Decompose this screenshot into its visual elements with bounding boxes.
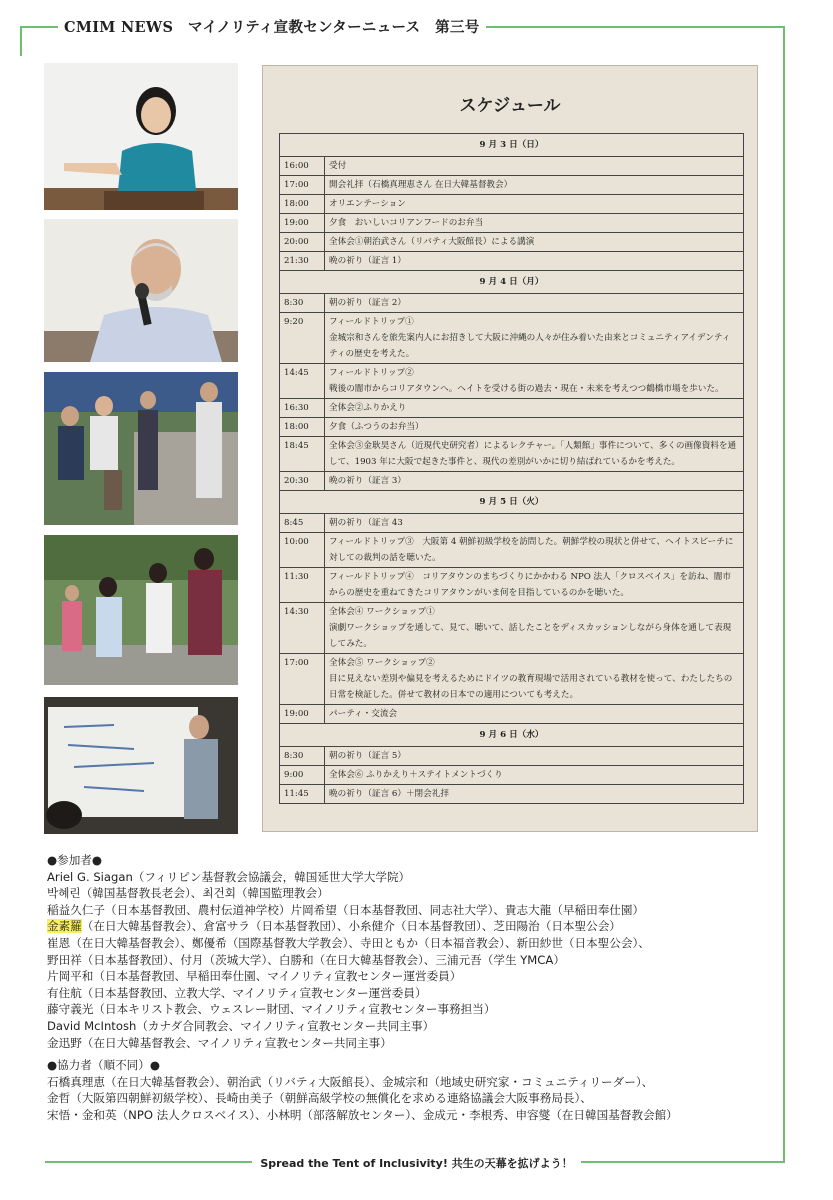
frame-left-line — [20, 26, 22, 56]
schedule-row — [280, 568, 744, 603]
participant-line: 藤守義光（日本キリスト教会、ウェスレー財団、マイノリティ宣教センター事務担当） — [47, 1002, 496, 1017]
schedule-time: 9:00 — [280, 766, 325, 785]
schedule-time: 11:45 — [280, 785, 325, 804]
schedule-activity: フィールドトリップ② 戦後の闇市からコリアタウンへ。ヘイトを受ける街の過去・現在・未来を考えつつ鶴橋市場を歩いた。 — [325, 364, 744, 399]
schedule-activity: 受付 — [325, 157, 744, 176]
schedule-time: 14:30 — [280, 603, 325, 654]
highlighted-name: 金素羅 — [47, 919, 82, 934]
schedule-activity: 夕食 おいしいコリアンフードのお弁当 — [325, 214, 744, 233]
photo-fieldtrip-street — [44, 372, 238, 525]
participant-line: 崔恩（在日大韓基督教会）、鄭優希（国際基督教大学教会）、寺田ともか（日本福音教会）、新田紗世（日本聖公会）、 — [47, 935, 650, 950]
cooperator-line: 石橋真理恵（在日大韓基督教会）、朝治武（リバティ大阪館長）、金城宗和（地域史研究家・コミュニティリーダー）、 — [47, 1074, 654, 1089]
schedule-time: 19:00 — [280, 214, 325, 233]
participants-heading: ●参加者● — [47, 853, 103, 867]
schedule-day-header — [280, 724, 744, 747]
footer-text: Spread the Tent of Inclusivity! 共生の天幕を拡げよう！ — [252, 1157, 580, 1170]
schedule-time: 18:00 — [280, 418, 325, 437]
schedule-activity: 全体会②ふりかえり — [325, 399, 744, 418]
schedule-time: 8:30 — [280, 294, 325, 313]
schedule-row — [280, 747, 744, 766]
schedule-activity: 全体会⑥ ふりかえり＋ステイトメントづくり — [325, 766, 744, 785]
schedule-day-label: 9 月 4 日（月） — [280, 271, 744, 294]
photo-whiteboard-session — [44, 697, 238, 834]
schedule-day-header — [280, 271, 744, 294]
schedule-day-label: 9 月 3 日（日） — [280, 134, 744, 157]
schedule-table — [279, 133, 744, 804]
schedule-title: スケジュール — [459, 96, 561, 116]
participant-line: Ariel G. Siagan（フィリピン基督教会協議会，韓国延世大学大学院） — [47, 869, 411, 884]
schedule-row — [280, 233, 744, 252]
participants-section — [47, 852, 787, 1124]
schedule-time: 20:30 — [280, 472, 325, 491]
participant-line: David McIntosh（カナダ合同教会、マイノリティ宣教センター共同主事） — [47, 1018, 435, 1033]
schedule-time: 20:00 — [280, 233, 325, 252]
schedule-time: 19:00 — [280, 705, 325, 724]
schedule-activity: 開会礼拝（石橋真理恵さん 在日大韓基督教会） — [325, 176, 744, 195]
schedule-activity: 全体会④ ワークショップ① 演劇ワークショップを通して、見て、聴いて、話したことをディスカッションしながら身体を通して表現してみた。 — [325, 603, 744, 654]
photo-speaker-man — [44, 219, 238, 362]
participant-line: 有住航（日本基督教団、立教大学、マイノリティ宣教センター運営委員） — [47, 985, 427, 1000]
schedule-row — [280, 294, 744, 313]
schedule-time: 18:45 — [280, 437, 325, 472]
schedule-row — [280, 157, 744, 176]
schedule-time: 9:20 — [280, 313, 325, 364]
schedule-row — [280, 533, 744, 568]
schedule-row — [280, 252, 744, 271]
participant-line: 片岡平和（日本基督教団、早稲田奉仕園、マイノリティ宣教センター運営委員） — [47, 969, 462, 984]
schedule-panel — [262, 65, 758, 832]
schedule-time: 21:30 — [280, 252, 325, 271]
schedule-row — [280, 603, 744, 654]
schedule-activity: 晩の祈り（証言 6）＋閉会礼拝 — [325, 785, 744, 804]
schedule-activity: フィールドトリップ④ コリアタウンのまちづくりにかかわる NPO 法人「クロスベイス」を訪ね、闇市からの歴史を重ねてきたコリアタウンがいま何を目指しているのかを聴いた。 — [325, 568, 744, 603]
schedule-row — [280, 654, 744, 705]
schedule-time: 8:30 — [280, 747, 325, 766]
schedule-time: 18:00 — [280, 195, 325, 214]
schedule-time: 17:00 — [280, 654, 325, 705]
schedule-row — [280, 195, 744, 214]
schedule-row — [280, 437, 744, 472]
schedule-time: 10:00 — [280, 533, 325, 568]
participant-line: 稲益久仁子（日本基督教団、農村伝道神学校）片岡希望（日本基督教団、同志社大学）、貴志大龍（早稲田奉仕園） — [47, 902, 645, 917]
schedule-time: 16:30 — [280, 399, 325, 418]
cooperator-line: 金哲（大阪第四朝鮮初級学校）、長崎由美子（朝鮮高級学校の無償化を求める連絡協議会大阪事務局長）、 — [47, 1091, 592, 1106]
schedule-row — [280, 705, 744, 724]
schedule-time: 16:00 — [280, 157, 325, 176]
schedule-activity: 全体会③金耿昊さん（近現代史研究者）によるレクチャー。「人類館」事件について、多くの画像資料を通して、1903 年に大阪で起きた事件と、現代の差別がいかに切り結ばれているかを考えた。 — [325, 437, 744, 472]
schedule-row — [280, 214, 744, 233]
schedule-row — [280, 399, 744, 418]
newsletter-header: CMIM NEWS マイノリティ宣教センターニュース 第三号 — [58, 16, 486, 37]
schedule-time: 14:45 — [280, 364, 325, 399]
schedule-day-label: 9 月 6 日（水） — [280, 724, 744, 747]
footer-slogan — [0, 1155, 833, 1171]
schedule-row — [280, 514, 744, 533]
schedule-activity: 全体会⑤ ワークショップ② 目に見えない差別や偏見を考えるためにドイツの教育現場で活用されている教材を使って、わたしたちの日常を検証した。併せて教材の日本での適用についても考えた。 — [325, 654, 744, 705]
schedule-day-header — [280, 491, 744, 514]
schedule-activity: パーティ・交流会 — [325, 705, 744, 724]
participant-line: 野田祥（日本基督教団）、付月（茨城大学）、白勝和（在日大韓基督教会）、三浦元吾（学生 YMCA） — [47, 952, 565, 967]
schedule-activity: オリエンテーション — [325, 195, 744, 214]
schedule-row — [280, 766, 744, 785]
schedule-row — [280, 176, 744, 195]
participant-line: 박혜린（韓国基督教長老会）、최건회（韓国監理教会） — [47, 886, 329, 901]
schedule-row — [280, 785, 744, 804]
photo-fieldtrip-group — [44, 535, 238, 685]
schedule-activity: フィールドトリップ① 金城宗和さんを旅先案内人にお招きして大阪に沖縄の人々が住み着いた由来とコミュニティアイデンティティの歴史を考えた。 — [325, 313, 744, 364]
schedule-row — [280, 313, 744, 364]
cooperators-heading: ●協力者（順不同）● — [47, 1058, 160, 1073]
schedule-activity: 全体会①朝治武さん（リバティ大阪館長）による講演 — [325, 233, 744, 252]
schedule-activity: 晩の祈り（証言 3） — [325, 472, 744, 491]
schedule-row — [280, 364, 744, 399]
schedule-activity: 夕食（ふつうのお弁当） — [325, 418, 744, 437]
photo-speaker-woman — [44, 63, 238, 210]
schedule-row — [280, 472, 744, 491]
schedule-activity: フィールドトリップ③ 大阪第 4 朝鮮初級学校を訪問した。朝鮮学校の現状と併せて、ヘイトスピーチに対しての裁判の話を聴いた。 — [325, 533, 744, 568]
schedule-time: 11:30 — [280, 568, 325, 603]
schedule-activity: 晩の祈り（証言 1） — [325, 252, 744, 271]
schedule-activity: 朝の祈り（証言 5） — [325, 747, 744, 766]
cooperator-line: 宋悟・金和英（NPO 法人クロスベイス）、小林明（部落解放センター）、金成元・李根秀、申容燮（在日韓国基督教会館） — [47, 1107, 678, 1122]
participant-line: 金素羅（在日大韓基督教会）、倉富サラ（日本基督教団）、小糸健介（日本基督教団）、芝田陽治（日本聖公会） — [47, 919, 621, 934]
schedule-day-header — [280, 134, 744, 157]
schedule-time: 17:00 — [280, 176, 325, 195]
schedule-row — [280, 418, 744, 437]
schedule-day-label: 9 月 5 日（火） — [280, 491, 744, 514]
schedule-activity: 朝の祈り（証言 43 — [325, 514, 744, 533]
participant-line: 金迅野（在日大韓基督教会、マイノリティ宣教センター共同主事） — [47, 1035, 392, 1050]
schedule-time: 8:45 — [280, 514, 325, 533]
schedule-activity: 朝の祈り（証言 2） — [325, 294, 744, 313]
